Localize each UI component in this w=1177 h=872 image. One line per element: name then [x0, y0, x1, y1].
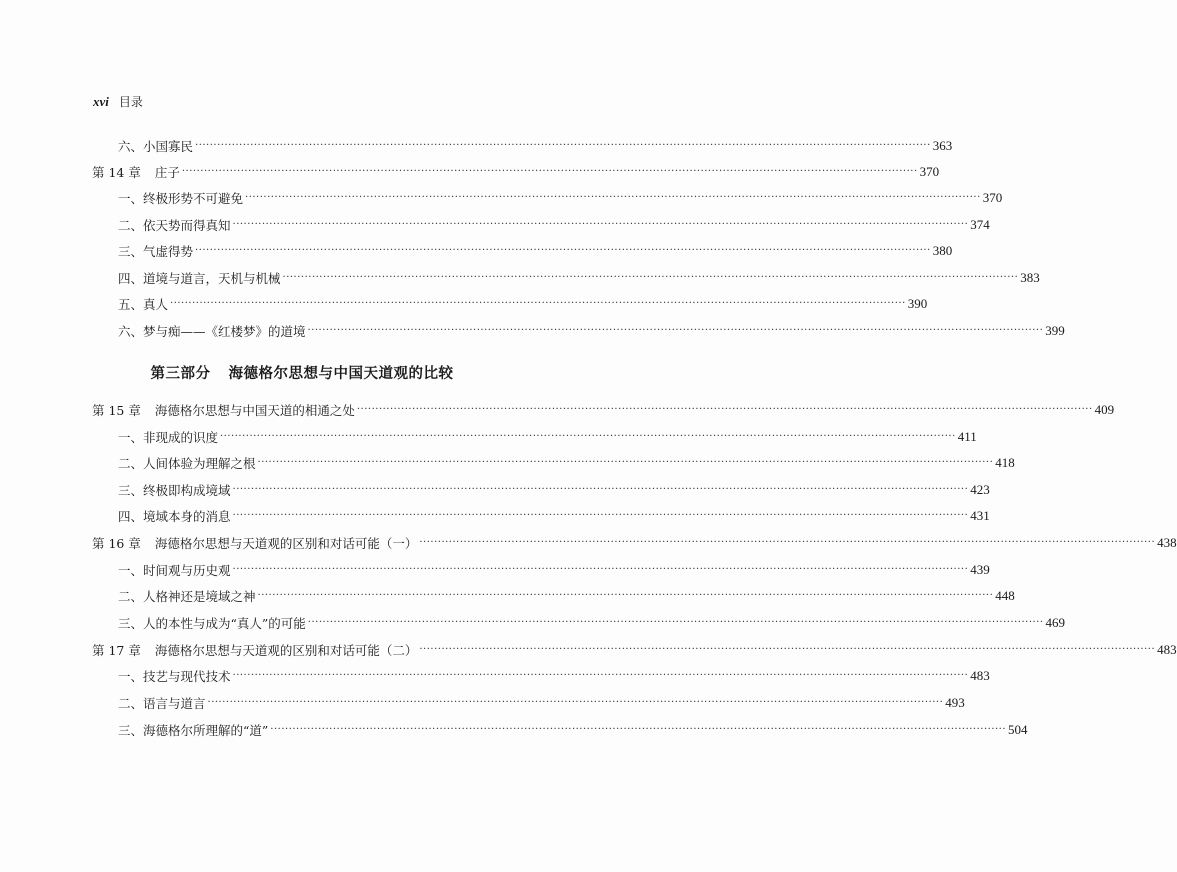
toc-entry-label [118, 269, 281, 287]
chapter-number: 第 17 章 [92, 643, 141, 658]
toc-section-row[interactable] [0, 268, 1040, 288]
toc-entry-label [118, 137, 193, 155]
toc-entry-label [92, 534, 417, 552]
toc-section-row[interactable] [0, 720, 1028, 740]
entry-title: 二、人间体验为理解之根 [118, 456, 256, 471]
page-number: 383 [1020, 270, 1040, 285]
toc-section-row[interactable] [0, 693, 965, 713]
entry-title: 二、依天势而得真知 [118, 218, 231, 233]
page-number: 409 [1094, 402, 1115, 417]
toc-entry-label [118, 242, 193, 260]
leader-dots: ········································································································································································································ [270, 724, 1007, 735]
page-number: 418 [995, 455, 1015, 470]
toc-entry-label [118, 216, 231, 234]
page-number-roman: xvi [93, 94, 109, 109]
page-number: 431 [970, 508, 990, 523]
page-number: 483 [970, 668, 990, 683]
page-number: 390 [907, 296, 928, 311]
chapter-number: 第 14 章 [92, 165, 141, 180]
toc-entry-label [118, 667, 231, 685]
entry-title: 二、语言与道言 [118, 696, 206, 711]
leader-dots: ········································································································································································································ [232, 670, 969, 681]
toc-section-row[interactable] [0, 666, 990, 686]
chapter-number: 第 15 章 [92, 403, 141, 418]
leader-dots: ········································································································································································································ [282, 272, 1019, 283]
entry-title: 海德格尔思想与天道观的区别和对话可能（二） [154, 643, 418, 658]
leader-dots: ········································································································································································································ [232, 564, 969, 575]
entry-title: 三、终极即构成境域 [118, 483, 231, 498]
page-number: 374 [970, 217, 990, 232]
entry-title: 六、小国寡民 [118, 139, 194, 154]
toc-section-row[interactable] [0, 215, 990, 235]
entry-title: 五、真人 [118, 297, 169, 312]
toc-section-row[interactable] [0, 453, 1015, 473]
toc-chapter-row[interactable] [0, 162, 940, 182]
part-number: 第三部分 [150, 366, 211, 382]
page-number: 411 [957, 429, 977, 444]
toc-entry-label [118, 481, 231, 499]
toc-chapter-row[interactable] [0, 533, 1177, 553]
page-number: 504 [1008, 722, 1028, 737]
leader-dots: ········································································································································································································ [195, 245, 931, 256]
toc-chapter-row[interactable] [0, 400, 1115, 420]
entry-title: 庄子 [154, 165, 180, 180]
toc-section-row[interactable] [0, 241, 953, 261]
page-number: 448 [995, 588, 1015, 603]
leader-dots: ········································································································································································································ [181, 166, 918, 177]
leader-dots: ········································································································································································································ [170, 298, 906, 309]
entry-title: 三、人的本性与成为“真人”的可能 [118, 616, 306, 631]
toc-section-row[interactable] [0, 506, 990, 526]
toc-section-row[interactable] [0, 560, 990, 580]
toc-chapter-row[interactable] [0, 640, 1177, 660]
leader-dots: ········································································································································································································ [419, 644, 1156, 655]
entry-title: 一、终极形势不可避免 [118, 191, 244, 206]
toc-entry-label [118, 454, 256, 472]
toc-entry-label [92, 641, 417, 659]
leader-dots: ········································································································································································································ [257, 590, 994, 601]
page-number: 423 [970, 482, 990, 497]
entry-title: 海德格尔思想与天道观的区别和对话可能（一） [154, 536, 418, 551]
toc-entry-label [118, 721, 268, 739]
entry-title: 三、海德格尔所理解的“道” [118, 723, 269, 738]
toc-section-row[interactable] [0, 427, 977, 447]
entry-title: 六、梦与痴——《红楼梦》的道境 [118, 324, 306, 339]
toc-entry-label [92, 401, 355, 419]
page-number: 439 [970, 562, 990, 577]
entry-title: 二、人格神还是境域之神 [118, 589, 256, 604]
toc-section-row[interactable] [0, 480, 990, 500]
leader-dots: ········································································································································································································ [307, 325, 1044, 336]
page-number: 483 [1157, 642, 1177, 657]
toc-section-row[interactable] [0, 188, 1003, 208]
toc-section-row[interactable] [0, 136, 953, 156]
toc-entry-label [118, 507, 231, 525]
leader-dots: ········································································································································································································ [232, 510, 969, 521]
entry-title: 四、境域本身的消息 [118, 509, 231, 524]
toc-entry-label [118, 295, 168, 313]
running-header [93, 93, 143, 110]
leader-dots: ········································································································································································································ [220, 431, 956, 442]
toc-entry-label [118, 189, 243, 207]
leader-dots: ········································································································································································································ [419, 537, 1156, 548]
header-title: 目录 [118, 95, 143, 109]
leader-dots: ········································································································································································································ [195, 140, 931, 151]
leader-dots: ········································································································································································································ [245, 192, 981, 203]
leader-dots: ········································································································································································································ [232, 219, 969, 230]
page-number: 370 [982, 190, 1003, 205]
toc-entry-label [118, 322, 306, 340]
entry-title: 三、气虚得势 [118, 244, 194, 259]
toc-section-row[interactable] [0, 294, 928, 314]
leader-dots: ········································································································································································································ [307, 617, 1044, 628]
toc-entry-label [92, 163, 180, 181]
leader-dots: ········································································································································································································ [207, 697, 944, 708]
toc-section-row[interactable] [0, 613, 1066, 633]
chapter-number: 第 16 章 [92, 536, 141, 551]
page-number: 438 [1157, 535, 1177, 550]
entry-title: 一、时间观与历史观 [118, 563, 231, 578]
page-number: 493 [945, 695, 965, 710]
toc-section-row[interactable] [0, 321, 1065, 341]
toc-entry-label [118, 587, 256, 605]
page-number: 399 [1045, 323, 1065, 338]
page-number: 363 [932, 138, 953, 153]
toc-entry-label [118, 614, 306, 632]
part-title-text: 海德格尔思想与中国天道观的比较 [228, 366, 454, 382]
page-number: 370 [919, 164, 940, 179]
page-number: 469 [1045, 615, 1066, 630]
entry-title: 四、道境与道言，天机与机械 [118, 271, 281, 286]
leader-dots: ········································································································································································································ [257, 457, 994, 468]
entry-title: 一、非现成的识度 [118, 430, 219, 445]
leader-dots: ········································································································································································································ [232, 484, 969, 495]
part-heading [0, 362, 604, 383]
leader-dots: ········································································································································································································ [356, 404, 1093, 415]
toc-section-row[interactable] [0, 586, 1015, 606]
toc-entry-label [118, 428, 218, 446]
toc-entry-label [118, 694, 206, 712]
entry-title: 海德格尔思想与中国天道的相通之处 [154, 403, 355, 418]
entry-title: 一、技艺与现代技术 [118, 669, 231, 684]
toc-entry-label [118, 561, 231, 579]
page-number: 380 [932, 243, 953, 258]
